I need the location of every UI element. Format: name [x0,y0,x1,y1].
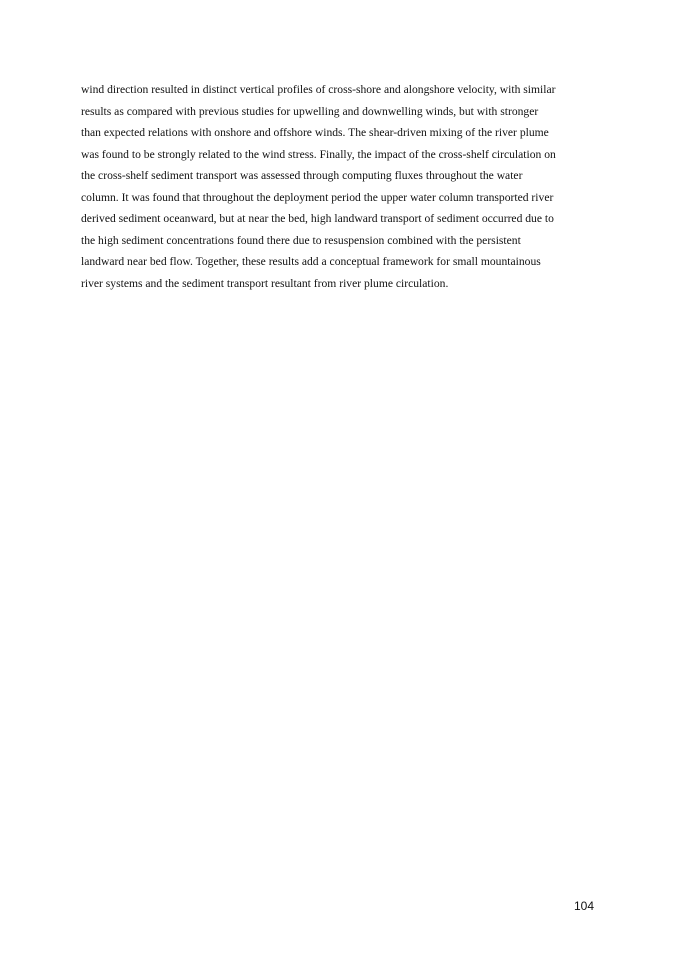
paragraph-line: column. It was found that throughout the deployment period the upper water column transported river [81,190,554,204]
body-paragraph [81,79,601,294]
paragraph-line: the high sediment concentrations found there due to resuspension combined with the persistent [81,233,521,247]
paragraph-line: than expected relations with onshore and offshore winds. The shear-driven mixing of the river plume [81,126,549,139]
paragraph-line: results as compared with previous studies for upwelling and downwelling winds, but with stronger [81,104,539,118]
paragraph-line: was found to be strongly related to the wind stress. Finally, the impact of the cross-shelf circulation on [81,147,556,161]
paragraph-line: derived sediment oceanward, but at near the bed, high landward transport of sediment occurred due to [81,212,554,225]
paragraph-line: landward near bed flow. Together, these results add a conceptual framework for small mountainous [81,255,541,268]
paragraph-line: the cross-shelf sediment transport was assessed through computing fluxes throughout the water [81,169,523,182]
paragraph-line: river systems and the sediment transport resultant from river plume circulation. [81,276,449,290]
page-number: 104 [573,899,594,913]
paragraph-line: wind direction resulted in distinct vertical profiles of cross-shore and alongshore velocity, with similar [81,83,556,96]
